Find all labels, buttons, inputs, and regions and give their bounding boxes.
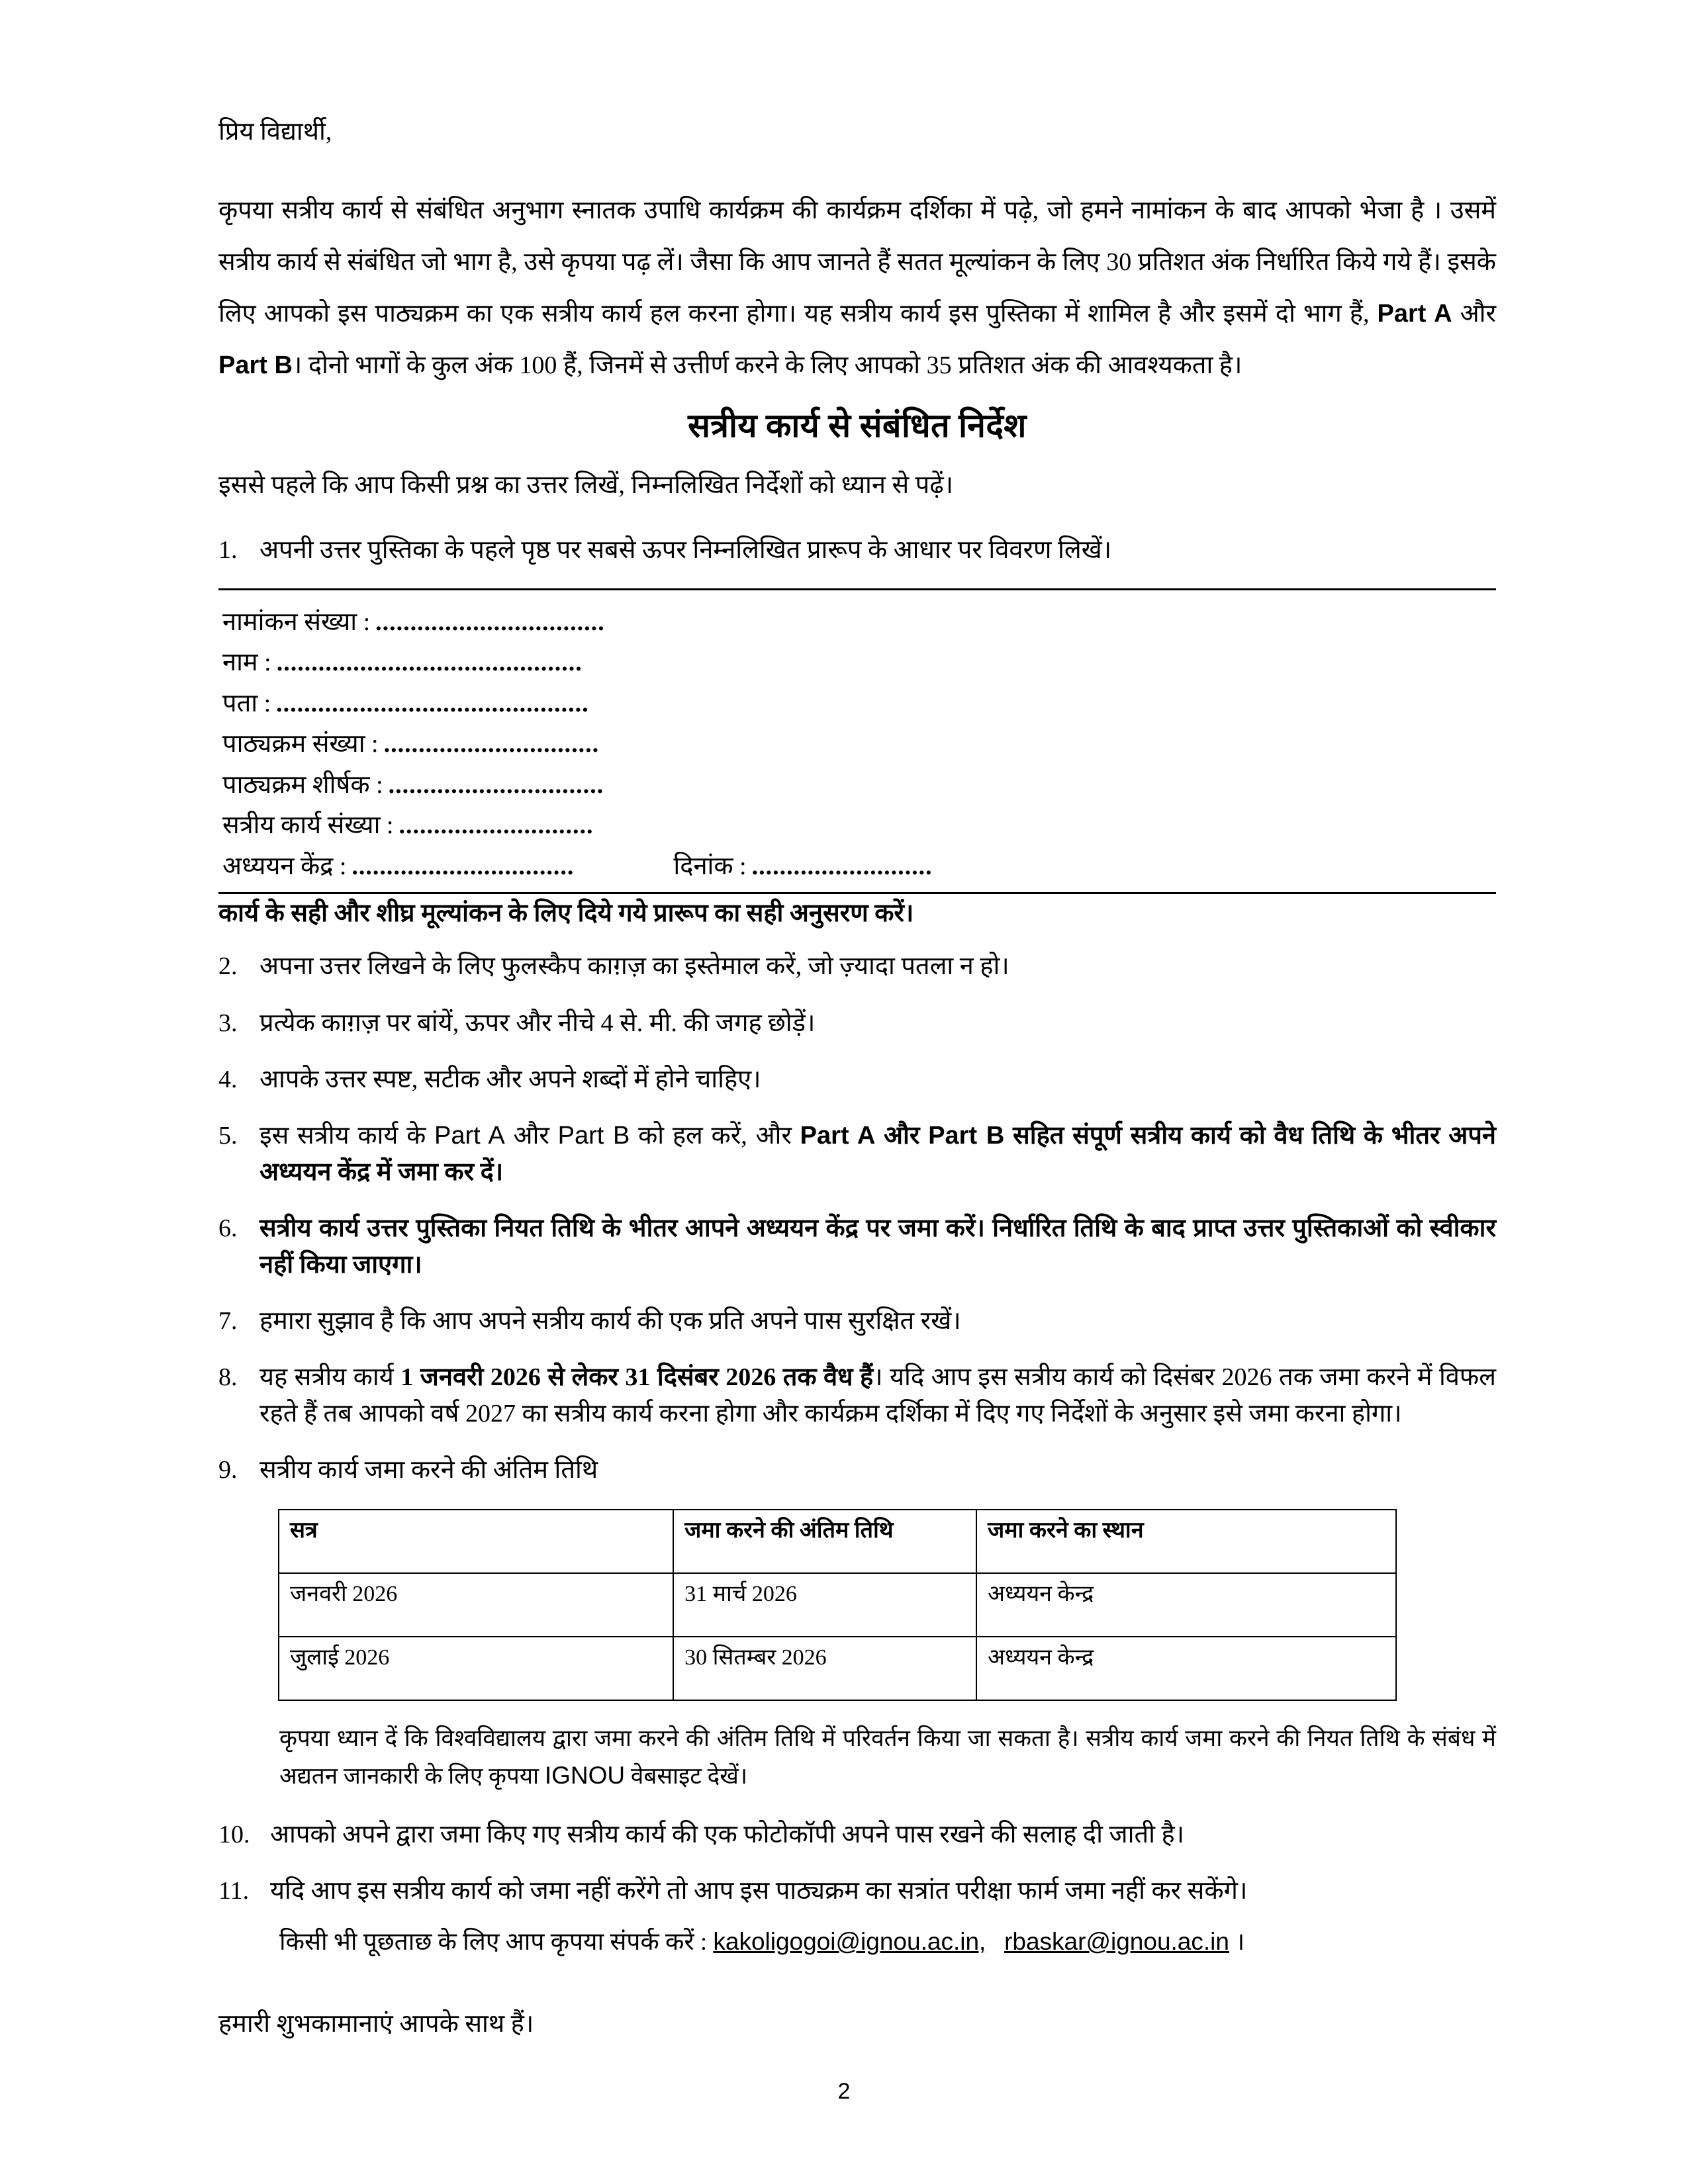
course-code-label: पाठ्यक्रम संख्या : <box>222 730 379 758</box>
form-row-course-code <box>222 724 1496 765</box>
intro-conjunction: और <box>1452 299 1496 328</box>
item8-validity-range: 1 जनवरी 2026 से लेकर 31 दिसंबर 2026 तक वैध हैं <box>400 1363 874 1392</box>
name-dots: ............................................ <box>276 649 583 677</box>
enrolment-label: नामांकन संख्या : <box>222 608 371 636</box>
item-number: 10. <box>218 1821 250 1849</box>
item-text: सत्रीय कार्य जमा करने की अंतिम तिथि <box>259 1456 598 1484</box>
item-text: आपके उत्तर स्पष्ट, सटीक और अपने शब्दों में होने चाहिए। <box>259 1065 761 1093</box>
item5-text-b: और <box>504 1121 558 1150</box>
item-number: 6. <box>218 1214 238 1242</box>
enrolment-dots: ................................. <box>375 608 605 636</box>
cell-last-date: 30 सितम्बर 2026 <box>673 1637 976 1700</box>
address-label: पता : <box>222 689 271 717</box>
cell-place: अध्ययन केन्द्र <box>976 1637 1396 1700</box>
item-number: 2. <box>218 952 238 981</box>
cell-session: जुलाई 2026 <box>279 1637 673 1700</box>
answer-sheet-form-block <box>222 602 1496 887</box>
item-text: अपनी उत्तर पुस्तिका के पहले पृष्ठ पर सबसे ऊपर निम्नलिखित प्रारूप के आधार पर विवरण लिखें। <box>259 535 1112 564</box>
form-bottom-divider <box>218 892 1496 894</box>
item-number: 9. <box>218 1456 238 1484</box>
form-row-study-center-date <box>222 846 1496 887</box>
part-a-label: Part A <box>1377 299 1452 328</box>
column-header-place: जमा करने का स्थान <box>976 1510 1396 1573</box>
intro-text-part2: । दोनो भागों के कुल अंक 100 हैं, जिनमें से उत्तीर्ण करने के लिए आपको 35 प्रतिशत अंक की आवश्यकता है। <box>292 351 1243 379</box>
item5-part-b-bold: Part B <box>928 1121 1005 1150</box>
instruction-item-6 <box>218 1210 1496 1283</box>
part-b-label: Part B <box>218 351 293 379</box>
item-number: 7. <box>218 1307 238 1336</box>
item-text: सत्रीय कार्य उत्तर पुस्तिका नियत तिथि के भीतर आपने अध्ययन केंद्र पर जमा करें। निर्धारित तिथि के बाद प्राप्त उत्तर पुस्तिकाओं को स्वीकार नहीं किया जाएगा। <box>259 1214 1496 1279</box>
schedule-change-note <box>279 1721 1496 1795</box>
assignment-number-dots: ............................ <box>399 811 594 840</box>
instruction-item-10 <box>218 1817 1496 1853</box>
item-number: 5. <box>218 1121 238 1150</box>
study-center-dots: ................................ <box>352 852 575 880</box>
submission-schedule-table-wrap <box>278 1509 1496 1701</box>
form-row-address <box>222 684 1496 725</box>
table-header-row <box>279 1510 1396 1573</box>
item5-part-a-plain: Part A <box>434 1121 505 1150</box>
instruction-item-2 <box>218 948 1496 985</box>
contact-line <box>279 1929 1496 1954</box>
date-dots: .......................... <box>751 852 933 880</box>
date-group <box>673 846 932 887</box>
contact-email-1[interactable]: kakoligogoi@ignou.ac.in, <box>713 1928 986 1956</box>
item-text <box>259 1359 1496 1432</box>
instruction-item-3 <box>218 1005 1496 1042</box>
page-number: 2 <box>837 2079 851 2104</box>
item-text: प्रत्येक काग़ज़ पर बांयें, ऊपर और नीचे 4 से. मी. की जगह छोड़ें। <box>259 1009 816 1037</box>
closing-line: हमारी शुभकामानाएं आपके साथ हैं। <box>218 2010 534 2038</box>
contact-email-2[interactable]: rbaskar@ignou.ac.in <box>1004 1928 1229 1956</box>
item5-text-c: को हल करें, और <box>630 1121 800 1150</box>
form-row-name <box>222 643 1496 684</box>
instruction-item-7 <box>218 1303 1496 1340</box>
form-row-assignment-number <box>222 805 1496 846</box>
study-center-label: अध्ययन केंद्र : <box>222 852 347 880</box>
instruction-item-9 <box>218 1452 1496 1488</box>
cell-place: अध्ययन केन्द्र <box>976 1573 1396 1637</box>
lead-instruction: इससे पहले कि आप किसी प्रश्न का उत्तर लिखें, निम्नलिखित निर्देशों को ध्यान से पढ़ें। <box>218 471 954 499</box>
form-row-enrolment <box>222 602 1496 643</box>
note-text-b: वेबसाइट देखें। <box>625 1762 748 1789</box>
form-top-divider <box>218 588 1496 590</box>
name-label: नाम : <box>222 649 271 677</box>
contact-suffix: । <box>1229 1929 1245 1956</box>
item-text: अपना उत्तर लिखने के लिए फुलस्कैप काग़ज़ का इस्तेमाल करें, जो ज़्यादा पतला न हो। <box>259 952 1009 981</box>
contact-prefix: किसी भी पूछताछ के लिए आप कृपया संपर्क करें : <box>279 1929 714 1956</box>
note-text-a: कृपया ध्यान दें कि विश्वविद्यालय द्वारा जमा करने की अंतिम तिथि में परिवर्तन किया जा सकता है। सत्रीय कार्य जमा करने की नियत तिथि के संबंध में अद्यतन जानकारी के लिए कृपया <box>279 1725 1496 1789</box>
intro-text-part1: कृपया सत्रीय कार्य से संबंधित अनुभाग स्नातक उपाधि कार्यक्रम की कार्यक्रम दर्शिका में पढ़े, जो हमने नामांकन के बाद आपको भेजा है । उसमें सत्रीय कार्य से संबंधित जो भाग है, उसे कृपया पढ़ लें। जैसा कि आप जानते हैं सतत मूल्यांकन के लिए 30 प्रतिशत अंक निर्धारित किये गये हैं। इसके लिए आपको इस पाठ्यक्रम का एक सत्रीय कार्य हल करना होगा। यह सत्रीय कार्य इस पुस्तिका में शामिल है और इसमें दो भाग हैं, <box>218 197 1496 328</box>
item-number: 11. <box>218 1877 250 1905</box>
form-row-course-title <box>222 765 1496 806</box>
item-number: 8. <box>218 1363 238 1392</box>
item-text <box>259 1118 1496 1191</box>
table-row <box>279 1637 1396 1700</box>
course-title-dots: ............................... <box>388 770 604 799</box>
instruction-item-8 <box>218 1359 1496 1432</box>
page-title: सत्रीय कार्य से संबंधित निर्देश <box>688 406 1027 444</box>
intro-paragraph <box>218 185 1496 392</box>
submission-schedule-table <box>278 1509 1397 1701</box>
item-number: 1. <box>218 535 238 564</box>
item5-text-a: इस सत्रीय कार्य के <box>259 1121 435 1150</box>
item5-text-e: सहित संपूर्ण सत्रीय कार्य को वैध तिथि के भीतर अपने अध्ययन केंद्र में जमा कर दें। <box>259 1121 1497 1186</box>
instruction-item-5 <box>218 1118 1496 1191</box>
instruction-item-4 <box>218 1062 1496 1098</box>
item-text: हमारा सुझाव है कि आप अपने सत्रीय कार्य की एक प्रति अपने पास सुरक्षित रखें। <box>259 1307 961 1336</box>
course-code-dots: ............................... <box>383 730 600 758</box>
instruction-item-11 <box>218 1873 1496 1909</box>
table-row <box>279 1573 1396 1637</box>
column-header-session: सत्र <box>279 1510 673 1573</box>
item5-text-d: और <box>875 1121 929 1150</box>
salutation: प्रिय विद्यार्थी, <box>218 118 332 146</box>
assignment-number-label: सत्रीय कार्य संख्या : <box>222 811 394 840</box>
item8-text-a: यह सत्रीय कार्य <box>259 1363 401 1392</box>
item8-text-b: । यदि आप इस सत्रीय कार्य को दिसंबर 2026 तक जमा करने में विफल रहते हैं तब आपको वर्ष 2027 का सत्रीय कार्य करना होगा और कार्यक्रम दर्शिका में दिए गए निर्देशों के अनुसार इसे जमा करना होगा। <box>259 1363 1496 1428</box>
item-number: 4. <box>218 1065 238 1093</box>
format-emphasis-note: कार्य के सही और शीघ्र मूल्यांकन के लिए दिये गये प्रारूप का सही अनुसरण करें। <box>218 899 914 928</box>
item-number: 3. <box>218 1009 238 1037</box>
column-header-last-date: जमा करने की अंतिम तिथि <box>673 1510 976 1573</box>
item-text: आपको अपने द्वारा जमा किए गए सत्रीय कार्य की एक फोटोकॉपी अपने पास रखने की सलाह दी जाती है। <box>270 1821 1185 1849</box>
item-text: यदि आप इस सत्रीय कार्य को जमा नहीं करेंगे तो आप इस पाठ्यक्रम का सत्रांत परीक्षा फार्म जमा नहीं कर सकेंगे। <box>270 1877 1248 1905</box>
date-label: दिनांक : <box>673 852 747 880</box>
instruction-item-1 <box>218 532 1496 569</box>
item5-part-b-plain: Part B <box>557 1121 630 1150</box>
course-title-label: पाठ्यक्रम शीर्षक : <box>222 770 383 799</box>
address-dots: ............................................. <box>276 689 589 717</box>
cell-last-date: 31 मार्च 2026 <box>673 1573 976 1637</box>
cell-session: जनवरी 2026 <box>279 1573 673 1637</box>
ignou-brand-label: IGNOU <box>544 1761 626 1789</box>
study-center-group <box>222 846 574 887</box>
item5-part-a-bold: Part A <box>800 1121 876 1150</box>
